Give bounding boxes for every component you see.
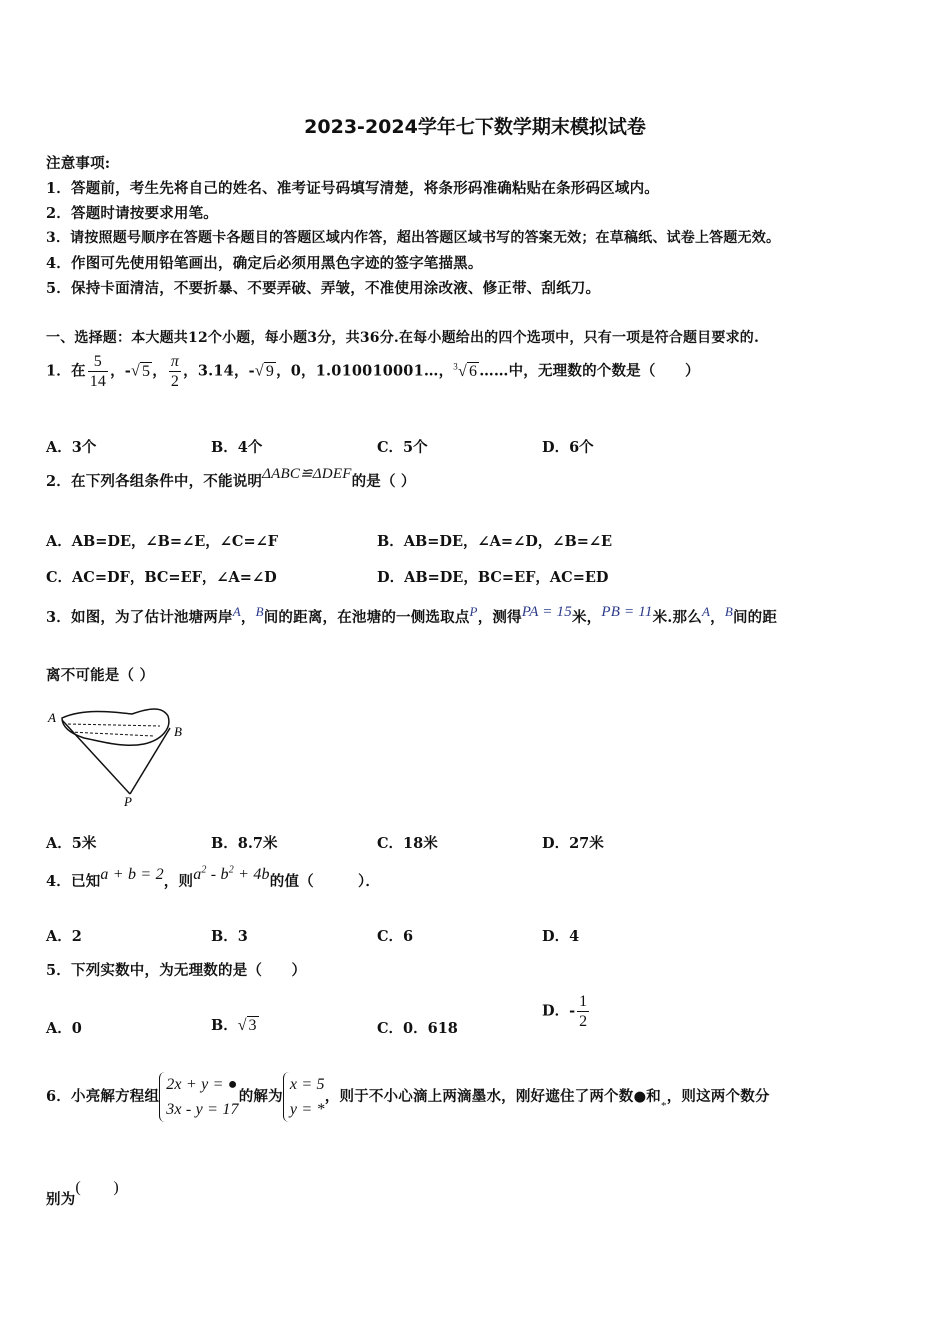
q6-solution: x = 5 y = * <box>283 1072 325 1122</box>
label-b: B <box>174 724 182 739</box>
q2-option-b[interactable]: B．AB=DE，∠A=∠D，∠B=∠E <box>377 533 613 550</box>
notice-item-2: 2．答题时请按要求用笔。 <box>46 205 218 222</box>
notice-heading: 注意事项: <box>46 155 111 172</box>
question-4: 4．已知a + b = 2，则$a^2 - b^2 + 4b$的值（ ）． <box>46 864 381 890</box>
q1-option-a[interactable]: A．3个 <box>46 439 97 456</box>
q5-option-b[interactable]: B．√ 3 <box>211 1017 257 1034</box>
line-pa <box>62 720 130 794</box>
question-5: 5．下列实数中，为无理数的是（ ） <box>46 962 307 979</box>
notice-item-5: 5．保持卡面清洁，不要折暴、不要弄破、弄皱，不准使用涂改液、修正带、刮纸刀。 <box>46 280 601 297</box>
q5-option-d[interactable]: D．- $\frac{1}{2}$ <box>542 993 588 1030</box>
q3-pb-value: PB = 11 <box>601 604 653 620</box>
q4-option-d[interactable]: D．4 <box>542 928 580 945</box>
label-p: P <box>124 794 132 809</box>
q1-sqrt-5: √ 5 <box>131 362 151 380</box>
q1-option-d[interactable]: D．6个 <box>542 439 594 456</box>
pond-hatch <box>68 724 160 736</box>
q3-option-d[interactable]: D．27米 <box>542 835 604 852</box>
q3-option-b[interactable]: B．8.7米 <box>211 835 278 852</box>
question-6-line-2: 别为( ) <box>46 1179 119 1208</box>
q4-option-c[interactable]: C．6 <box>377 928 414 945</box>
q2-option-d[interactable]: D．AB=DE，BC=EF，AC=ED <box>377 569 609 586</box>
question-3-line-2: 离不可能是（ ） <box>46 667 155 684</box>
question-1: 1．在 $\frac{5}{14}$ ，-√ 5 ， $\frac{\pi}{2}$ ，3.14，-√ 9 ，0，1.010010001…，$^3$√ 6 ……中，无理数的个数是（ ） <box>46 353 700 390</box>
q1-cuberoot-6: $^3$√ 6 <box>453 361 478 380</box>
q1-option-c[interactable]: C．5个 <box>377 439 428 456</box>
line-pb <box>130 728 170 794</box>
q1-fraction-1: $\frac{5}{14}$ <box>89 353 107 390</box>
q4-option-a[interactable]: A．2 <box>46 928 82 945</box>
notice-item-3: 3．请按照题号顺序在答题卡各题目的答题区域内作答，超出答题区域书写的答案无效；在草稿纸、试卷上答题无效。 <box>46 230 781 246</box>
q1-sqrt-9: √ 9 <box>254 362 275 380</box>
q1-num: 1．在 <box>46 362 86 380</box>
q2-option-a[interactable]: A．AB=DE，∠B=∠E，∠C=∠F <box>46 533 279 550</box>
q3-option-c[interactable]: C．18米 <box>377 835 438 852</box>
q1-fraction-2: $\frac{\pi}{2}$ <box>170 353 180 390</box>
pond-figure <box>44 700 194 810</box>
q4-expression: $a^2 - b^2 + 4b$ <box>193 864 270 883</box>
label-a: A <box>48 710 56 725</box>
notice-item-1: 1．答题前，考生先将自己的姓名、准考证号码填写清楚，将条形码准确粘贴在条形码区域内。 <box>46 180 659 197</box>
section-heading: 一、选择题：本大题共12个小题，每小题3分，共36分.在每小题给出的四个选项中，只有一项是符合题目要求的. <box>46 330 760 346</box>
question-2: 2．在下列各组条件中，不能说明ΔABC≌ΔDEF的是（ ） <box>46 466 416 490</box>
q3-option-a[interactable]: A．5米 <box>46 835 97 852</box>
q5-option-c[interactable]: C．0．618 <box>377 1020 458 1037</box>
q2-option-c[interactable]: C．AC=DF，BC=EF，∠A=∠D <box>46 569 277 586</box>
q4-condition: a + b = 2 <box>100 866 164 883</box>
page-title: 2023-2024学年七下数学期末模拟试卷 <box>304 116 646 138</box>
q6-equation-system: 2x + y = ● 3x - y = 17 <box>159 1072 239 1122</box>
q5-option-a[interactable]: A．0 <box>46 1020 82 1037</box>
q4-option-b[interactable]: B．3 <box>211 928 248 945</box>
q1-option-b[interactable]: B．4个 <box>211 439 263 456</box>
q3-pa-value: PA = 15 <box>521 604 572 620</box>
q2-congruence: ΔABC≌ΔDEF <box>262 466 352 482</box>
question-3-line-1: 3．如图，为了估计池塘两岸A，B间的距离，在池塘的一侧选取点P，测得PA = 15米，PB = 11米.那么A，B间的距 <box>46 604 778 626</box>
q6-answer-blank: ( ) <box>75 1179 119 1196</box>
notice-item-4: 4．作图可先使用铅笔画出，确定后必须用黑色字迹的签字笔描黑。 <box>46 255 483 272</box>
question-6: 6．小亮解方程组 2x + y = ● 3x - y = 17 的解为 x = 5 y = * ，则于不小心滴上两滴墨水，刚好遮住了两个数●和$_*$，则这两个数分 <box>46 1072 770 1122</box>
pond-outline <box>62 709 169 745</box>
